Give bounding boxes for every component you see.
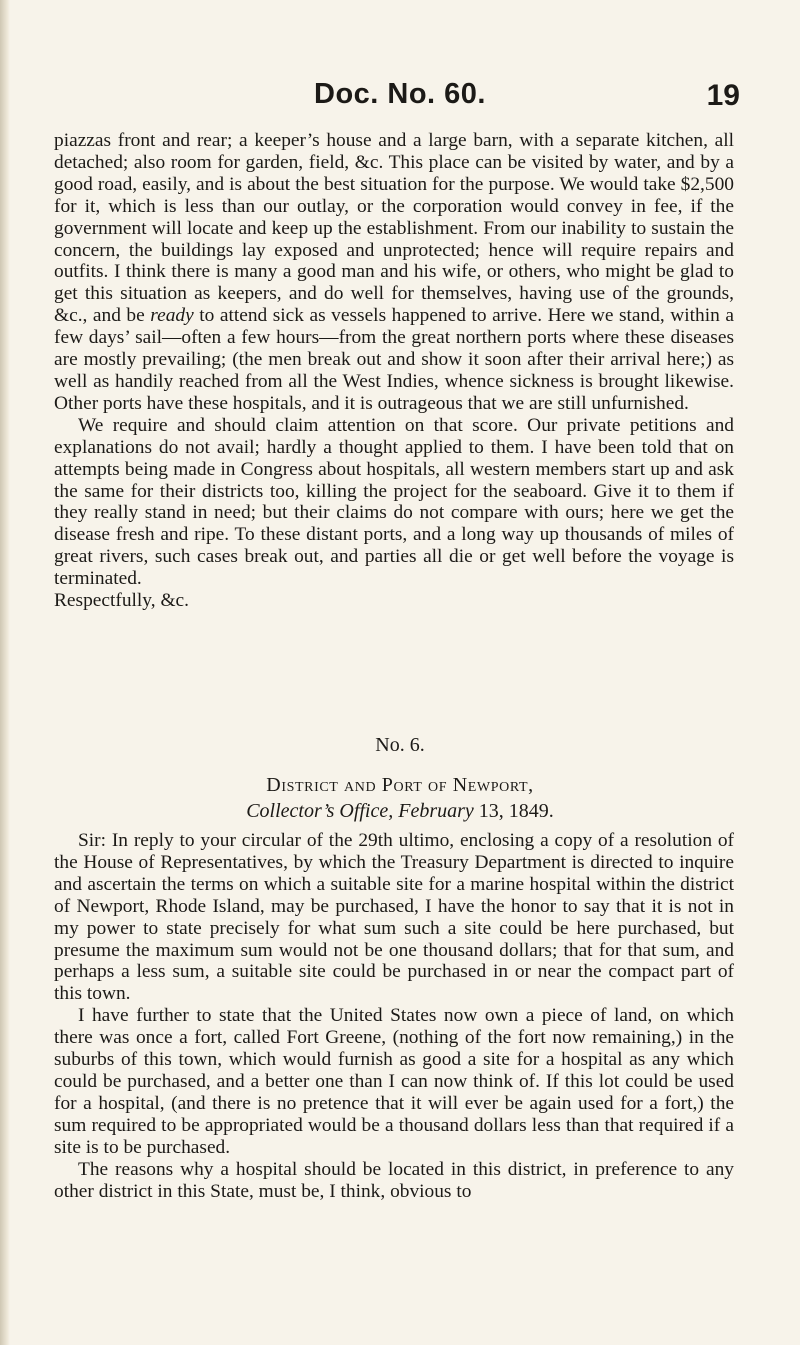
- letter-body: [54, 830, 734, 1202]
- letter-closing: Respectfully, &c.: [54, 590, 189, 612]
- page-binding-edge: [0, 0, 10, 1345]
- date-text: 13, 1849.: [478, 800, 554, 822]
- paragraph: The reasons why a hospital should be located in this district, in preference to any other district in this State, must be, I think, obvious to: [54, 1158, 734, 1202]
- paragraph: We require and should claim attention on that score. Our private petitions and explanations do not avail; hardly a thought applied to them. I have been told that on attempts being made in Congress about hospitals, all western members start up and ask the same for their districts too, killing the project for the seaboard. Give it to them if they really stand in need; but their claims do not compare with ours; here we get the disease fresh and ripe. To these distant ports, and a long way up thousands of miles of great rivers, such cases break out, and parties all die or get well before the voyage is terminated.: [54, 414, 734, 590]
- dateline: [0, 800, 800, 823]
- district-heading: District and Port of Newport,: [266, 774, 534, 796]
- paragraph: Sir: In reply to your circular of the 29th ultimo, enclosing a copy of a resolution of the House of Representatives, by which the Treasury Department is directed to inquire and ascertain the terms on which a suitable site for a marine hospital within the district of Newport, Rhode Island, may be purchased, I have the honor to say that it is not in my power to state precisely for what sum such a site could be here purchased, but presume the maximum sum would not be one thousand dollars; that for that sum, and perhaps a less sum, a suitable site could be purchased in or near the compact part of this town.: [54, 830, 734, 1005]
- running-header: [60, 78, 740, 118]
- paragraph-text: piazzas front and rear; a keeper’s house and a large barn, with a separate kitchen, all detached; also room for garden, field, &c. This place can be visited by water, and by a good road, easily, and is about the best situation for the purpose. We would take $2,500 for it, which is less than our outlay, or the corporation would convey in fee, if the government will locate and keep up the establishment. From our inability to sustain the concern, the buildings lay exposed and unprotected; hence will require repairs and outfits. I think there is many a good man and his wife, or others, who might be glad to get this situation as keepers, and do well for themselves, having use of the grounds, &c., and be: [54, 130, 734, 327]
- paragraph: I have further to state that the United States now own a piece of land, on which there was once a fort, called Fort Greene, (nothing of the fort now remaining,) in the suburbs of this town, which would furnish as good a site for a hospital as any which could be purchased, and a better one than I can now think of. If this lot could be used for a hospital, (and there is no pretence that it will ever be again used for a fort,) the sum required to be appropriated would be a thousand dollars less than that required if a site is to be purchased.: [54, 1005, 734, 1158]
- paragraph: [54, 130, 734, 415]
- letter-continuation: [54, 130, 734, 612]
- page-number: 19: [706, 79, 740, 112]
- paragraph-text: to attend sick as vessels happened to arrive. Here we stand, within a few days’ sail—often a few hours—from the great northern ports where these diseases are mostly prevailing; (the men break out and show it soon after their arrival here;) as well as handily reached from all the West Indies, whence sickness is brought likewise. Other ports have these hospitals, and it is outrageous that we are still unfurnished.: [54, 305, 734, 414]
- document-title: Doc. No. 60.: [314, 78, 486, 110]
- office-line: Collector’s Office, February: [246, 800, 474, 822]
- italic-word: ready: [150, 305, 194, 327]
- letter-number-heading: No. 6.: [375, 734, 425, 756]
